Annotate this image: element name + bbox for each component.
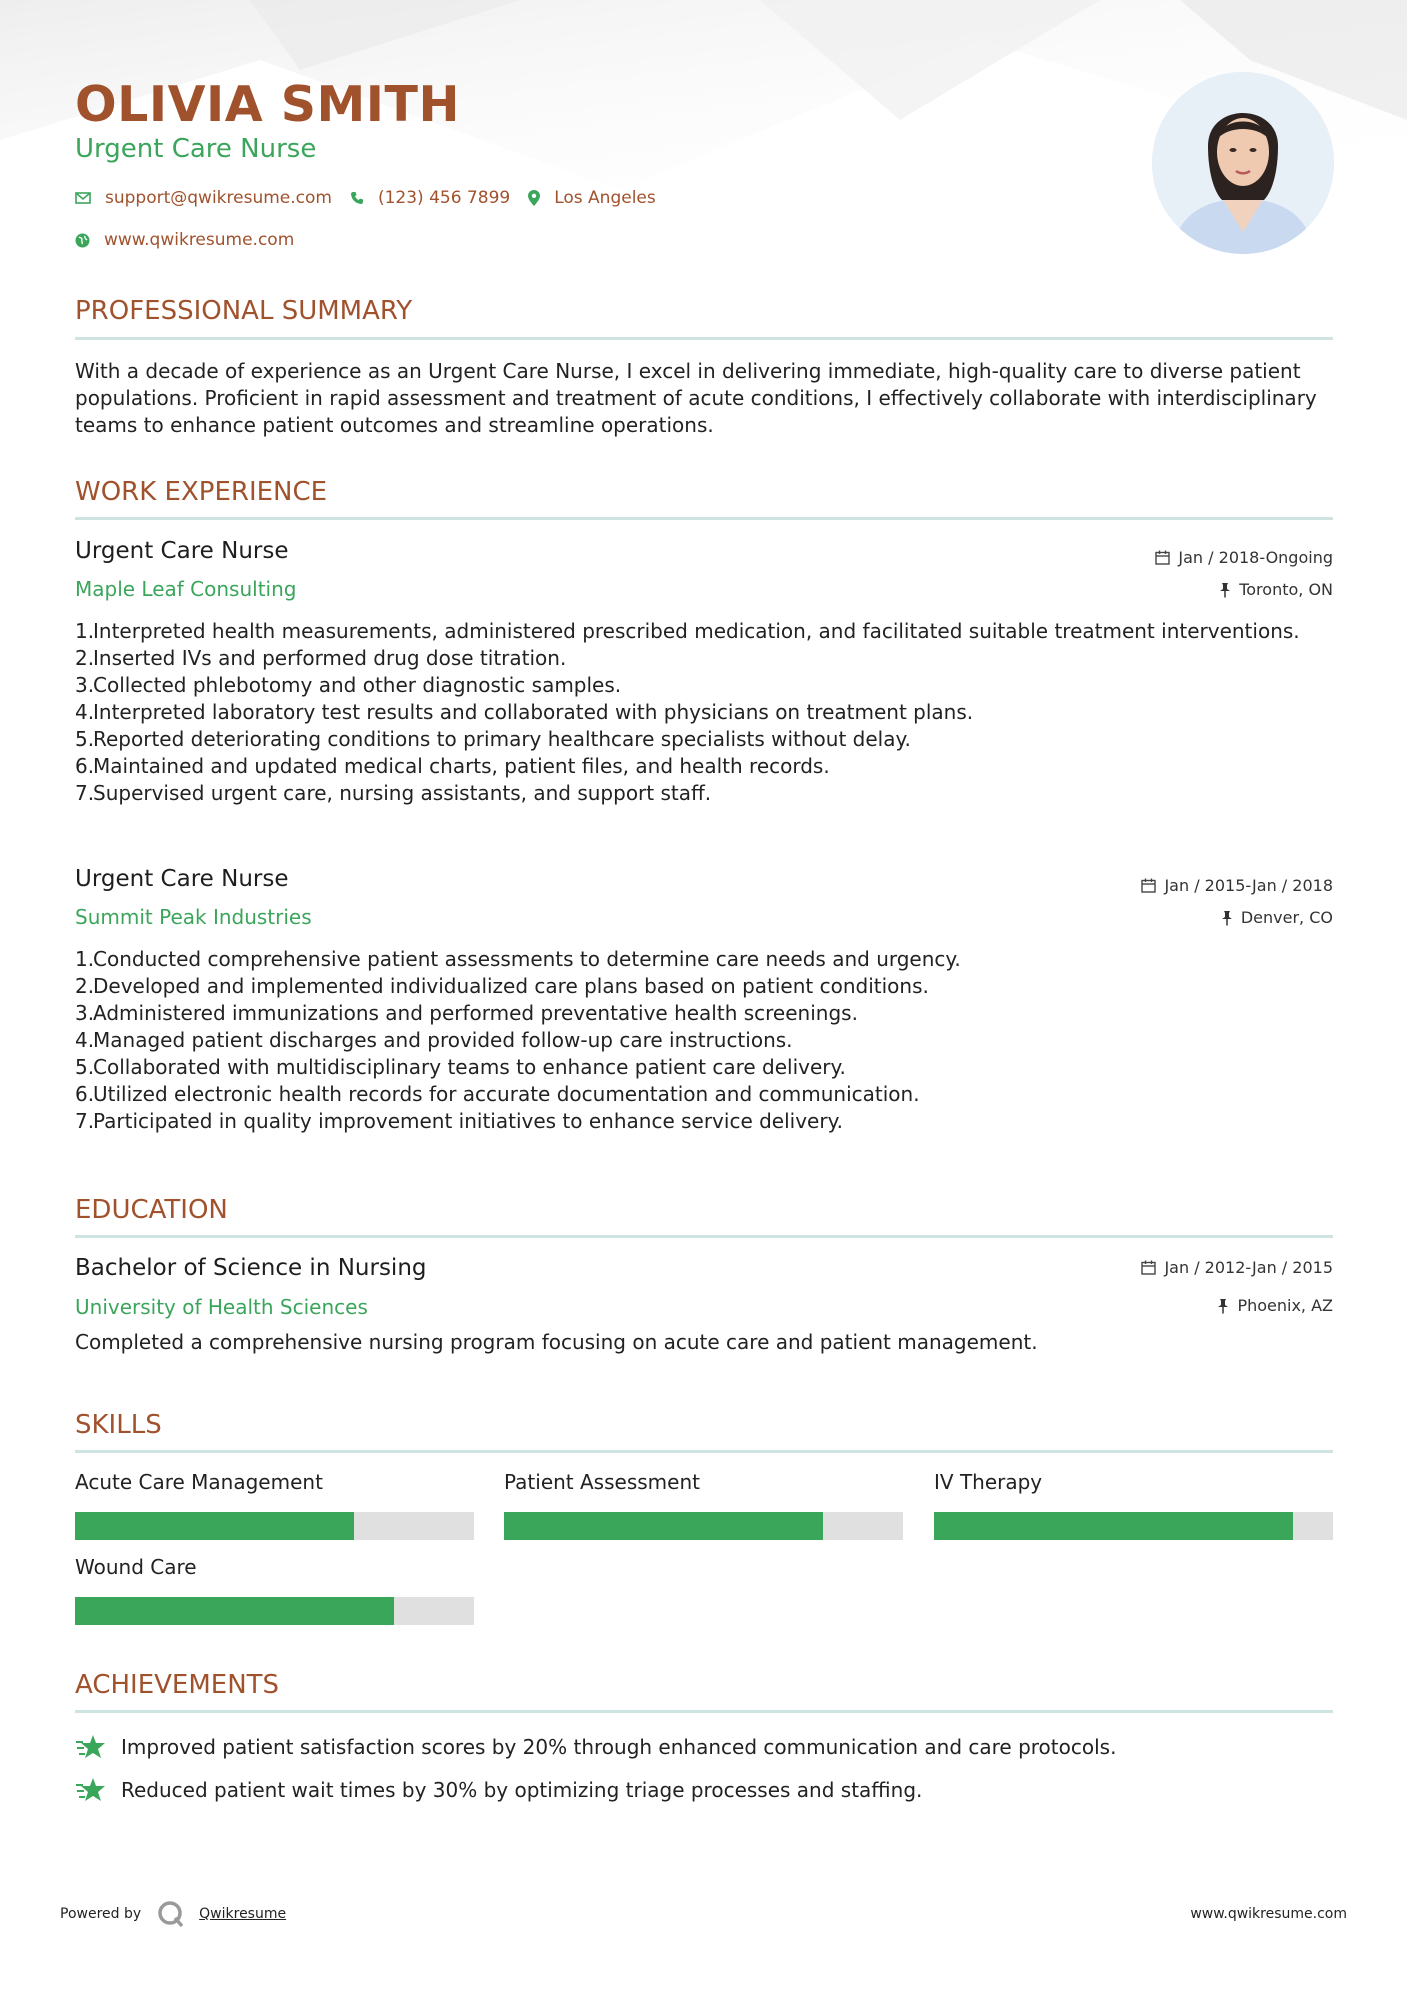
star-icon — [75, 1733, 107, 1761]
skill-item — [504, 1470, 903, 1540]
skill-label: IV Therapy — [934, 1470, 1043, 1494]
calendar-icon — [1155, 550, 1170, 565]
calendar-icon — [1141, 878, 1156, 893]
job-bullets — [75, 946, 1333, 1135]
calendar-icon — [1141, 1260, 1156, 1275]
list-item: 3. Administered immunizations and performed preventative health screenings. — [75, 1001, 858, 1025]
list-item: 7. Supervised urgent care, nursing assistants, and support staff. — [75, 781, 712, 805]
education-heading: EDUCATION — [75, 1195, 228, 1225]
section-divider — [75, 517, 1333, 520]
skill-bar-track — [75, 1512, 474, 1540]
contact-email[interactable] — [75, 188, 332, 208]
map-marker-icon — [528, 190, 540, 206]
job-company: Maple Leaf Consulting — [75, 577, 297, 601]
skill-item — [934, 1470, 1333, 1540]
candidate-role: Urgent Care Nurse — [75, 134, 317, 164]
skill-bar-fill — [75, 1597, 394, 1625]
skill-item — [75, 1555, 474, 1625]
pushpin-icon — [1217, 1298, 1229, 1314]
list-item: 2. Inserted IVs and performed drug dose titration. — [75, 646, 567, 670]
skill-bar-fill — [75, 1512, 354, 1540]
website-text: www.qwikresume.com — [104, 230, 295, 250]
contact-phone[interactable] — [350, 188, 510, 208]
achievements-heading: ACHIEVEMENTS — [75, 1670, 280, 1700]
job-dates-text: Jan / 2015-Jan / 2018 — [1164, 876, 1333, 895]
list-item: 3. Collected phlebotomy and other diagnostic samples. — [75, 673, 622, 697]
school-name: University of Health Sciences — [75, 1295, 368, 1319]
job-bullets — [75, 618, 1333, 807]
job-company: Summit Peak Industries — [75, 905, 312, 929]
skill-label: Acute Care Management — [75, 1470, 323, 1494]
education-dates-text: Jan / 2012-Jan / 2015 — [1164, 1258, 1333, 1277]
skill-bar-fill — [504, 1512, 823, 1540]
list-item: 5. Reported deteriorating conditions to primary healthcare specialists without delay. — [75, 727, 911, 751]
list-item: 4. Interpreted laboratory test results and collaborated with physicians on treatment plans. — [75, 700, 974, 724]
qwikresume-logo-icon — [157, 1900, 185, 1928]
education-dates — [1141, 1258, 1333, 1277]
candidate-name: OLIVIA SMITH — [75, 76, 460, 133]
footer-website[interactable]: www.qwikresume.com — [1190, 1906, 1347, 1922]
education-location — [1217, 1296, 1333, 1315]
skill-label: Patient Assessment — [504, 1470, 700, 1494]
contact-location — [528, 188, 656, 208]
achievement-item — [75, 1733, 1116, 1761]
list-item: 4. Managed patient discharges and provided follow-up care instructions. — [75, 1028, 793, 1052]
job-location — [1221, 908, 1333, 927]
education-location-text: Phoenix, AZ — [1237, 1296, 1333, 1315]
achievement-text: Reduced patient wait times by 30% by optimizing triage processes and staffing. — [121, 1778, 923, 1802]
job-location — [1219, 580, 1333, 599]
contact-row-website — [75, 230, 312, 250]
summary-text: With a decade of experience as an Urgent Care Nurse, I excel in delivering immediate, high-quality care to diverse patient populations. Proficient in rapid assessment and treatment of acute conditions, I effectively collaborate with interdisciplinary teams to enhance patient outcomes and streamline operations. — [75, 359, 1317, 437]
contact-row — [75, 188, 674, 208]
skill-item — [75, 1470, 474, 1540]
skills-heading: SKILLS — [75, 1410, 162, 1440]
summary-heading: PROFESSIONAL SUMMARY — [75, 296, 413, 326]
list-item: 1. Interpreted health measurements, administered prescribed medication, and facilitated suitable treatment interventions. — [75, 619, 1300, 643]
pushpin-icon — [1221, 910, 1233, 926]
job-dates — [1155, 548, 1333, 567]
skill-label: Wound Care — [75, 1555, 197, 1579]
list-item: 1. Conducted comprehensive patient assessments to determine care needs and urgency. — [75, 947, 961, 971]
achievement-text: Improved patient satisfaction scores by 20% through enhanced communication and care protocols. — [121, 1735, 1117, 1759]
contact-website[interactable] — [75, 230, 294, 250]
skill-bar-track — [504, 1512, 903, 1540]
globe-icon — [75, 233, 90, 248]
job-dates — [1141, 876, 1333, 895]
star-icon — [75, 1776, 107, 1804]
list-item: 2. Developed and implemented individualized care plans based on patient conditions. — [75, 974, 929, 998]
avatar — [1152, 72, 1334, 254]
degree-title: Bachelor of Science in Nursing — [75, 1255, 427, 1281]
job-dates-text: Jan / 2018-Ongoing — [1178, 548, 1333, 567]
skill-bar-track — [75, 1597, 474, 1625]
footer-powered-by — [60, 1900, 286, 1928]
profile-photo — [1152, 72, 1334, 254]
location-text: Los Angeles — [554, 188, 656, 208]
section-divider — [75, 1710, 1333, 1713]
experience-heading: WORK EXPERIENCE — [75, 477, 328, 507]
list-item: 7. Participated in quality improvement initiatives to enhance service delivery. — [75, 1109, 843, 1133]
job-location-text: Denver, CO — [1240, 908, 1333, 927]
achievement-item — [75, 1776, 922, 1804]
job-location-text: Toronto, ON — [1239, 580, 1333, 599]
list-item: 6. Maintained and updated medical charts, patient files, and health records. — [75, 754, 830, 778]
skill-bar-fill — [934, 1512, 1293, 1540]
phone-icon — [350, 191, 364, 205]
phone-text: (123) 456 7899 — [377, 188, 511, 208]
skill-bar-track — [934, 1512, 1333, 1540]
pushpin-icon — [1219, 582, 1231, 598]
envelope-icon — [75, 192, 91, 204]
job-title: Urgent Care Nurse — [75, 538, 289, 564]
education-description: Completed a comprehensive nursing program focusing on acute care and patient management. — [75, 1330, 1038, 1354]
brand-link[interactable]: Qwikresume — [199, 1906, 287, 1922]
powered-by-label: Powered by — [60, 1906, 142, 1922]
list-item: 6. Utilized electronic health records for accurate documentation and communication. — [75, 1082, 920, 1106]
list-item: 5. Collaborated with multidisciplinary teams to enhance patient care delivery. — [75, 1055, 846, 1079]
section-divider — [75, 1235, 1333, 1238]
email-text: support@qwikresume.com — [105, 188, 332, 208]
section-divider — [75, 337, 1333, 340]
section-divider — [75, 1450, 1333, 1453]
job-title: Urgent Care Nurse — [75, 866, 289, 892]
